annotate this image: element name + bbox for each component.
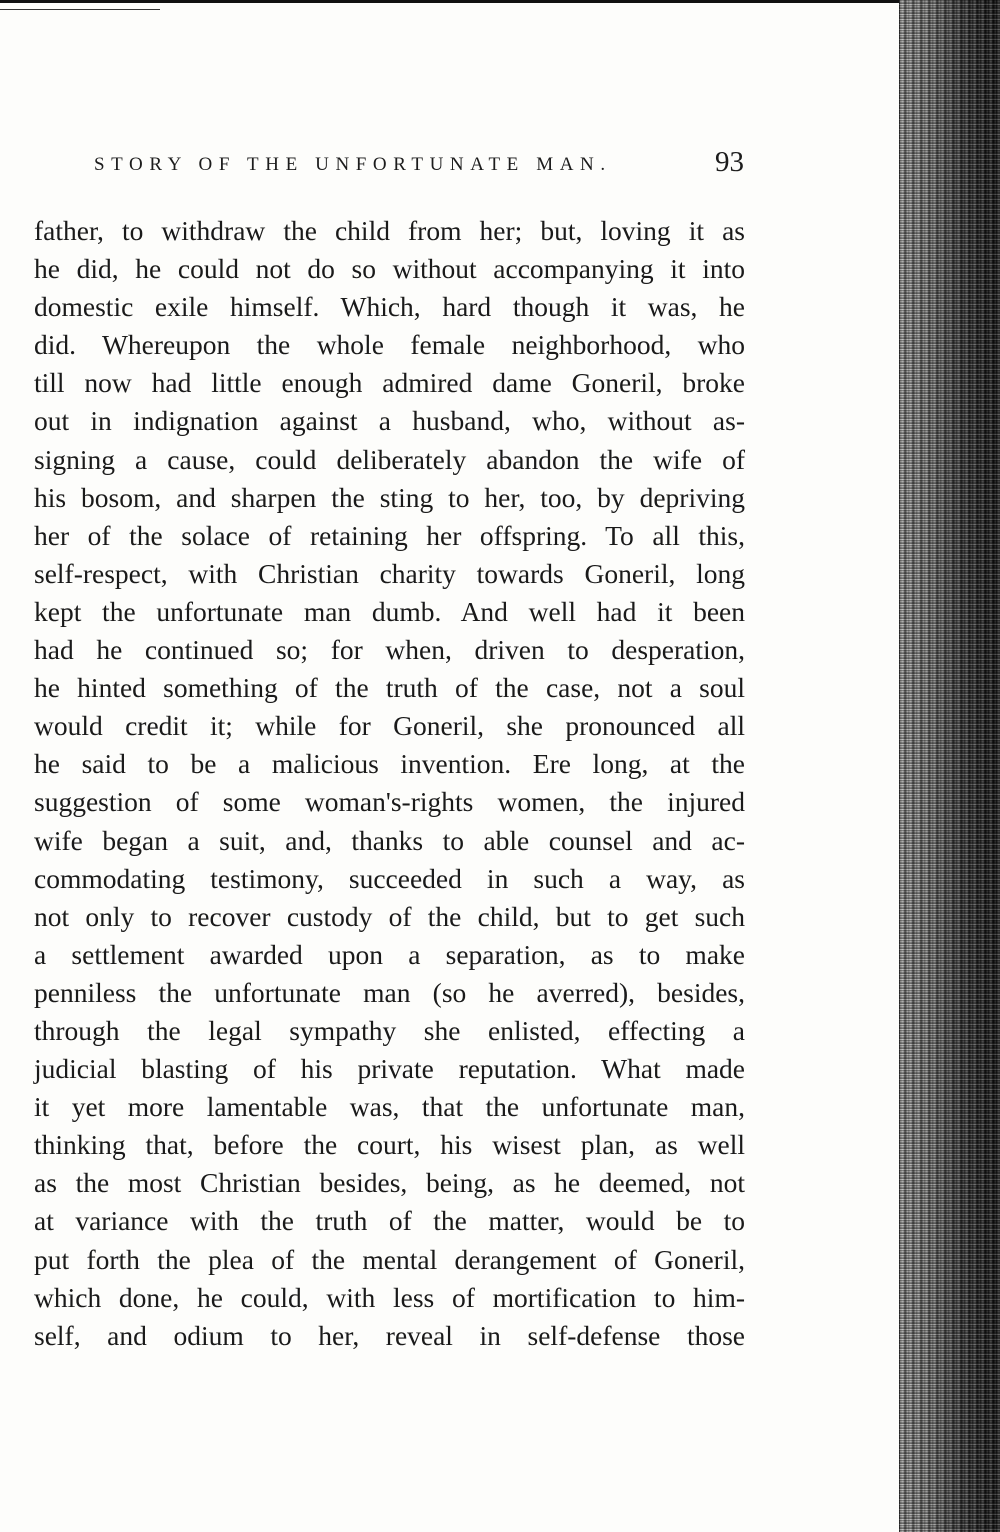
text-line: till now had little enough admired dame Goneril, broke — [34, 367, 745, 399]
text-line: would credit it; while for Goneril, she pronounced all — [34, 710, 745, 742]
text-line: thinking that, before the court, his wisest plan, as well — [34, 1129, 745, 1161]
text-line: through the legal sympathy she enlisted, effecting a — [34, 1014, 745, 1046]
running-head: STORY OF THE UNFORTUNATE MAN. — [94, 154, 612, 175]
page-header — [94, 146, 744, 182]
text-line: his bosom, and sharpen the sting to her, too, by depriving — [34, 481, 745, 513]
text-line: out in indignation against a husband, who, without as- — [34, 405, 745, 437]
page-number: 93 — [715, 146, 744, 178]
text-line: wife began a suit, and, thanks to able counsel and ac- — [34, 824, 745, 856]
text-line: a settlement awarded upon a separation, as to make — [34, 938, 745, 970]
text-line: he hinted something of the truth of the case, not a soul — [34, 672, 745, 704]
text-line: as the most Christian besides, being, as he deemed, not — [34, 1167, 745, 1199]
text-line: self-respect, with Christian charity towards Goneril, long — [34, 557, 745, 589]
text-line: her of the solace of retaining her offspring. To all this, — [34, 519, 745, 551]
text-line: not only to recover custody of the child, but to get such — [34, 900, 745, 932]
text-line: kept the unfortunate man dumb. And well had it been — [34, 595, 745, 627]
body-text — [34, 212, 745, 1355]
text-line: which done, he could, with less of mortification to him- — [34, 1281, 745, 1313]
text-line: did. Whereupon the whole female neighborhood, who — [34, 329, 745, 361]
text-line: judicial blasting of his private reputation. What made — [34, 1053, 745, 1085]
top-thin-rule — [0, 9, 160, 10]
text-line: father, to withdraw the child from her; but, loving it as — [34, 215, 745, 246]
text-line: suggestion of some woman's-rights women, the injured — [34, 786, 745, 818]
page-binding-edge — [899, 0, 1000, 1532]
text-line: domestic exile himself. Which, hard though it was, he — [34, 291, 745, 323]
text-line: penniless the unfortunate man (so he averred), besides, — [34, 976, 745, 1008]
text-line: put forth the plea of the mental derangement of Goneril, — [34, 1243, 745, 1275]
text-line: self, and odium to her, reveal in self-defense those — [34, 1319, 745, 1351]
text-line: he said to be a malicious invention. Ere long, at the — [34, 748, 745, 780]
text-line: signing a cause, could deliberately abandon the wife of — [34, 443, 745, 475]
top-border-rule — [0, 0, 900, 3]
text-line: he did, he could not do so without accompanying it into — [34, 253, 745, 285]
text-line: had he continued so; for when, driven to desperation, — [34, 634, 745, 666]
text-line: it yet more lamentable was, that the unfortunate man, — [34, 1091, 745, 1123]
text-line: at variance with the truth of the matter, would be to — [34, 1205, 745, 1237]
text-line: commodating testimony, succeeded in such a way, as — [34, 862, 745, 894]
